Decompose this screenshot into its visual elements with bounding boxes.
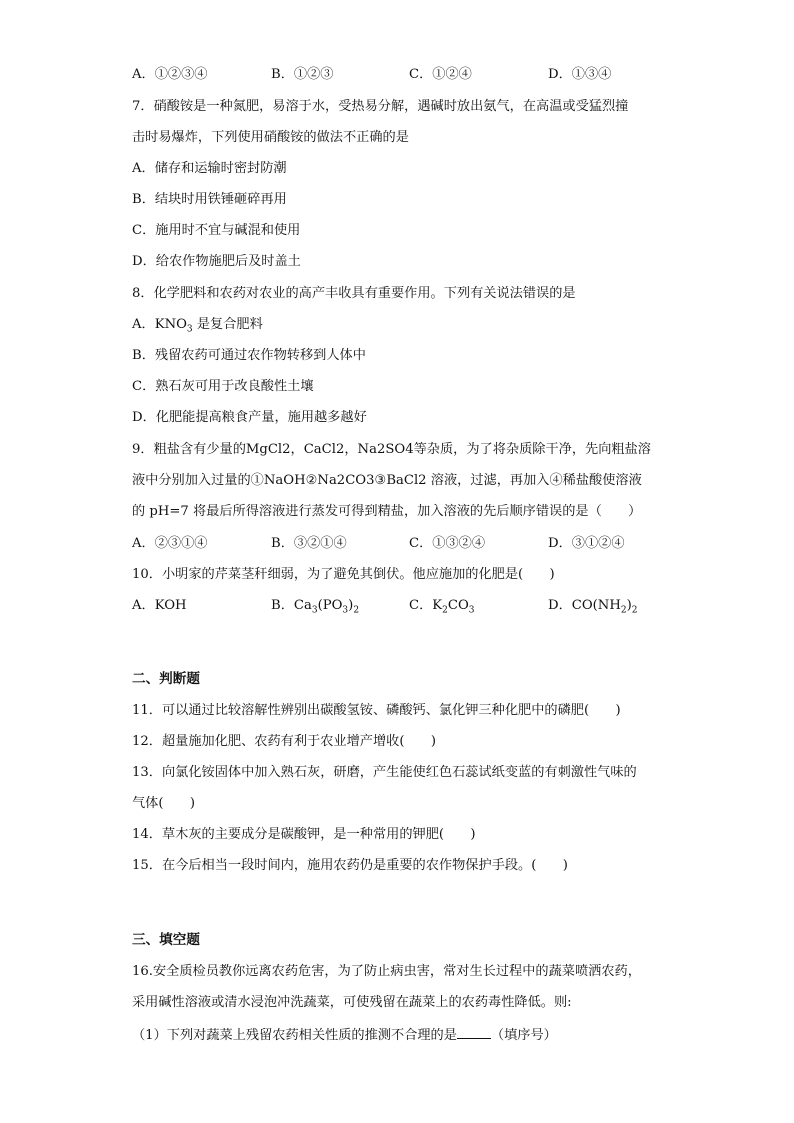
- section2-title: 二、判断题: [132, 671, 200, 687]
- q6-option-b[interactable]: B．①②③: [271, 67, 334, 82]
- q10-option-c[interactable]: [409, 597, 475, 620]
- q16-line2: 采用碱性溶液或清水浸泡冲洗蔬菜，可使残留在蔬菜上的农药毒性降低。则:: [132, 995, 572, 1010]
- q7-option-b[interactable]: B．结块时用铁锤砸碎再用: [132, 192, 287, 207]
- q10-c-suffix: CO: [447, 598, 469, 613]
- q9-options: [132, 535, 672, 553]
- q8-option-d[interactable]: D．化肥能提高粮食产量，施用越多越好: [132, 410, 367, 425]
- q10-option-d[interactable]: [548, 597, 637, 620]
- q9-stem-line1: 9．粗盐含有少量的MgCl2，CaCl2，Na2SO4等杂质，为了将杂质除干净，先向粗盐溶: [132, 442, 651, 457]
- q10-d-prefix: D．CO(NH: [548, 598, 621, 613]
- q10-c-sub1: 2: [442, 605, 448, 616]
- q8-option-b[interactable]: B．残留农药可通过农作物转移到人体中: [132, 348, 366, 363]
- q16-line1: 16.安全质检员教你远离农药危害，为了防止病虫害，常对生长过程中的蔬菜喷洒农药，: [132, 964, 641, 979]
- q10-b-sub1: 3: [311, 605, 318, 616]
- q13-line2: 气体( ): [132, 796, 196, 811]
- q10-b-suffix: ): [348, 598, 354, 613]
- section3-title: 三、填空题: [132, 932, 200, 948]
- q9-option-c[interactable]: C．①③②④: [409, 536, 486, 551]
- q10-c-sub2: 3: [468, 605, 475, 616]
- q16-sub1-prefix: （1）下列对蔬菜上残留农药相关性质的推测不合理的是: [132, 1028, 457, 1043]
- q10-d-sub2: 2: [631, 605, 638, 616]
- q8-option-a[interactable]: [132, 316, 263, 339]
- q13-line1: 13．向氯化铵固体中加入熟石灰，研磨，产生能使红色石蕊试纸变蓝的有刺激性气味的: [132, 765, 637, 780]
- q6-option-a[interactable]: A．①②③④: [132, 67, 208, 82]
- q7-option-a[interactable]: A．储存和运输时密封防潮: [132, 161, 287, 176]
- q16-sub1: [132, 1025, 557, 1045]
- q15: 15．在今后相当一段时间内，施用农药仍是重要的农作物保护手段。( ): [132, 858, 568, 873]
- q8-option-a-prefix: A．KNO: [132, 317, 187, 332]
- q7-option-c[interactable]: C．施用时不宜与碱混和使用: [132, 223, 301, 238]
- q10-d-suffix: ): [626, 598, 632, 613]
- q10-c-prefix: C．K: [409, 598, 443, 613]
- q10-option-b[interactable]: [271, 597, 359, 620]
- q9-stem-line2: 液中分别加入过量的①NaOH②Na2CO3③BaCl2 溶液，过滤，再加入④稀盐酸使溶液: [132, 473, 642, 488]
- q7-stem-line1: 7．硝酸铵是一种氮肥，易溶于水，受热易分解，遇碱时放出氨气，在高温或受猛烈撞: [132, 99, 629, 114]
- q8-stem: 8．化学肥料和农药对农业的高产丰收具有重要作用。下列有关说法错误的是: [132, 286, 576, 301]
- q8-option-a-suffix: 是复合肥料: [192, 317, 263, 332]
- q8-option-a-subscript: 3: [186, 324, 193, 335]
- q7-stem-line2: 击时易爆炸，下列使用硝酸铵的做法不正确的是: [132, 130, 409, 145]
- q9-option-a[interactable]: A．②③①④: [132, 536, 208, 551]
- q10-b-mid: (PO: [317, 598, 343, 613]
- q10-option-a[interactable]: A．KOH: [132, 598, 187, 613]
- q14: 14．草木灰的主要成分是碳酸钾，是一种常用的钾肥( ): [132, 827, 476, 842]
- q8-option-c[interactable]: C．熟石灰可用于改良酸性土壤: [132, 379, 314, 394]
- q12: 12．超量施加化肥、农药有利于农业增产增收( ): [132, 734, 437, 749]
- q10-options: [132, 597, 672, 615]
- q6-option-c[interactable]: C．①②④: [409, 67, 472, 82]
- q16-sub1-suffix: （填序号）: [490, 1028, 557, 1043]
- q9-stem-line3: 的 pH=7 将最后所得溶液进行蒸发可得到精盐，加入溶液的先后顺序错误的是（ ）: [132, 504, 642, 519]
- q6-options: [132, 66, 672, 84]
- answer-blank[interactable]: [457, 1025, 491, 1039]
- q9-option-b[interactable]: B．③②①④: [271, 536, 347, 551]
- q6-option-d[interactable]: D．①③④: [548, 67, 612, 82]
- q7-option-d[interactable]: D．给农作物施肥后及时盖土: [132, 254, 301, 269]
- q10-b-sub3: 2: [353, 605, 360, 616]
- q11: 11．可以通过比较溶解性辨别出碳酸氢铵、磷酸钙、氯化钾三种化肥中的磷肥( ): [132, 703, 621, 718]
- q10-b-prefix: B．Ca: [271, 598, 312, 613]
- q9-option-d[interactable]: D．③①②④: [548, 536, 625, 551]
- q10-stem: 10．小明家的芹菜茎秆细弱，为了避免其倒伏。他应施加的化肥是( ): [132, 567, 555, 582]
- q10-b-sub2: 3: [342, 605, 349, 616]
- q10-d-sub1: 2: [620, 605, 627, 616]
